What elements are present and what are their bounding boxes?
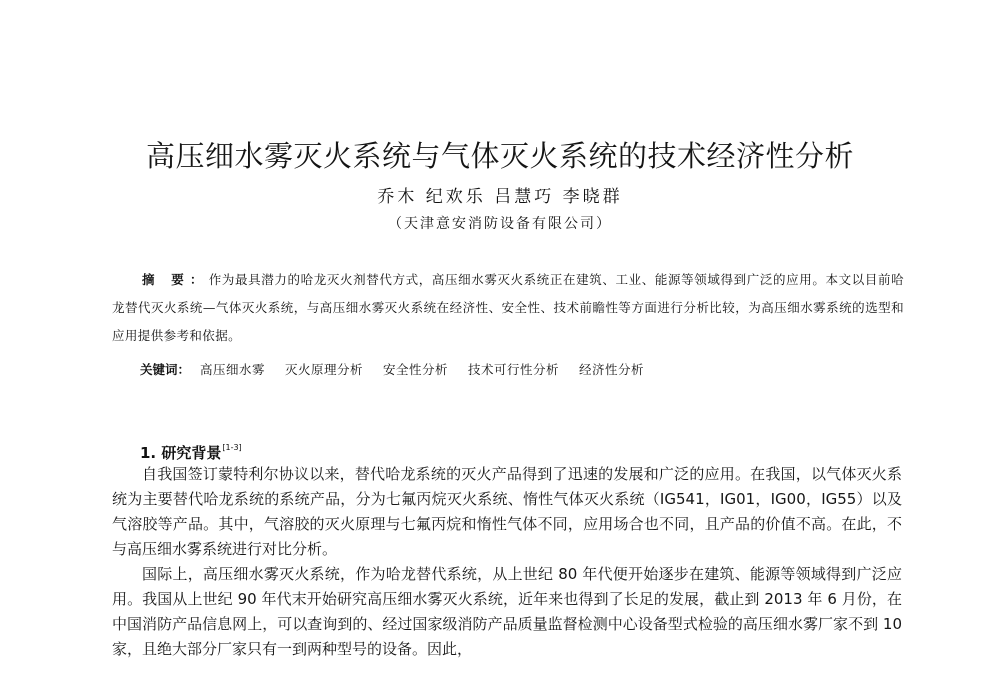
keyword: 灭火原理分析 [285,362,364,377]
abstract [112,266,904,350]
abstract-text: 作为最具潜力的哈龙灭火剂替代方式，高压细水雾灭火系统正在建筑、工业、能源等领域得到广泛的应用。本文以目前哈龙替代灭火系统—气体灭火系统，与高压细水雾灭火系统在经济性、安全性、技术前瞻性等方面进行分析比较，为高压细水雾系统的选型和应用提供参考和依据。 [112,272,905,343]
paragraph: 国际上，高压细水雾灭火系统，作为哈龙替代系统，从上世纪 80 年代便开始逐步在建筑、能源等领域得到广泛应用。我国从上世纪 90 年代末开始研究高压细水雾灭火系统，近年来也得到了长足的发展，截止到 2013 年 6 月份，在中国消防产品信息网上，可以查询到的、经过国家级消防产品质量监督检测中心设备型式检验的高压细水雾厂家不到 10 家，且绝大部分厂家只有一到两种型号的设备。因此， [112,565,902,658]
section-title: 1. 研究背景 [140,444,222,462]
section-heading [140,436,242,465]
paragraph: 自我国签订蒙特利尔协议以来，替代哈龙系统的灭火产品得到了迅速的发展和广泛的应用。在我国，以气体灭火系统为主要替代哈龙系统的系统产品，分为七氟丙烷灭火系统、惰性气体灭火系统（IG541，IG01，IG00，IG55）以及气溶胶等产品。其中，气溶胶的灭火原理与七氟丙烷和惰性气体不同，应用场合也不同，且产品的价值不高。在此，不与高压细水雾系统进行对比分析。 [112,465,902,558]
keywords [140,358,660,382]
affiliation: （天津意安消防设备有限公司） [388,216,612,232]
keyword: 安全性分析 [383,362,449,377]
citation-ref: [1-3] [222,443,242,452]
keyword: 技术可行性分析 [468,362,560,377]
abstract-label: 摘 要： [142,272,209,287]
author-list: 乔木 纪欢乐 吕慧巧 李晓群 [377,187,623,207]
keyword: 高压细水雾 [200,362,266,377]
paper-title: 高压细水雾灭火系统与气体灭火系统的技术经济性分析 [145,139,854,173]
keyword: 经济性分析 [579,362,645,377]
section-body [112,462,902,662]
keywords-label: 关键词： [140,362,191,377]
